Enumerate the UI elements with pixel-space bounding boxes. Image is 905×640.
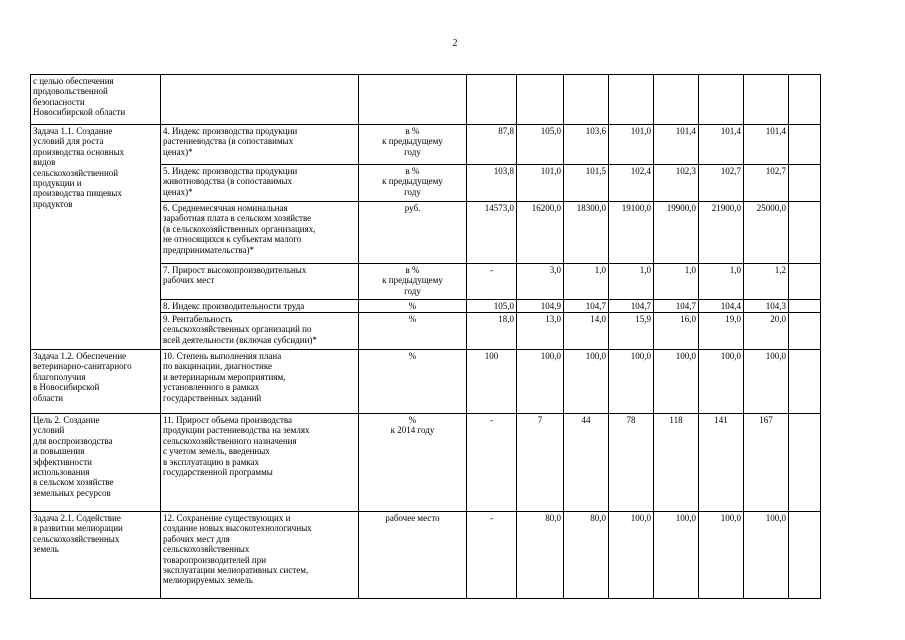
value-cell: 100,0 — [654, 512, 699, 599]
extra-cell — [789, 125, 821, 165]
value-cell: 1,2 — [744, 264, 789, 300]
value-cell: 1,0 — [564, 264, 609, 300]
value-cell — [744, 75, 789, 125]
table-row — [31, 350, 821, 414]
extra-cell — [789, 313, 821, 350]
unit-cell: % к 2014 году — [359, 414, 467, 512]
goal-cell: Цель 2. Создание условий для воспроизводства и повышения эффективности использования в сельском хозяйстве земельных ресурсов — [31, 414, 161, 512]
indicator-cell: 5. Индекс производства продукции животноводства (в сопоставимых ценах)* — [161, 165, 359, 202]
value-cell: 102,7 — [699, 165, 744, 202]
value-cell: 44 — [564, 414, 609, 512]
unit-cell: % — [359, 313, 467, 350]
extra-cell — [789, 165, 821, 202]
indicator-cell: 9. Рентабельность сельскохозяйственных организаций по всей деятельности (включая субсидии)* — [161, 313, 359, 350]
value-cell: 25000,0 — [744, 202, 789, 264]
value-cell: 87,8 — [467, 125, 517, 165]
value-cell: 3,0 — [517, 264, 564, 300]
value-cell: 19100,0 — [609, 202, 654, 264]
unit-cell: в % к предыдущему году — [359, 165, 467, 202]
value-cell: 104,4 — [699, 300, 744, 313]
value-cell: 104,7 — [609, 300, 654, 313]
extra-cell — [789, 264, 821, 300]
value-cell — [654, 75, 699, 125]
unit-cell: в % к предыдущему году — [359, 264, 467, 300]
value-cell: 100,0 — [609, 350, 654, 414]
value-cell: - — [467, 512, 517, 599]
value-cell: 103,8 — [467, 165, 517, 202]
indicator-cell: 10. Степень выполнения плана по вакцинации, диагностике и ветеринарным мероприятиям, установленного в рамках государственных заданий — [161, 350, 359, 414]
indicator-cell: 12. Сохранение существующих и создание новых высокотехнологичных рабочих мест для сельскохозяйственных товаропроизводителей при эксплуатации мелиоративных систем, мелиорируемых земель — [161, 512, 359, 599]
value-cell: 105,0 — [517, 125, 564, 165]
value-cell: 16,0 — [654, 313, 699, 350]
extra-cell — [789, 202, 821, 264]
value-cell: 101,4 — [744, 125, 789, 165]
value-cell: 80,0 — [564, 512, 609, 599]
value-cell: 104,7 — [654, 300, 699, 313]
value-cell: 101,0 — [517, 165, 564, 202]
unit-cell: руб. — [359, 202, 467, 264]
value-cell: 104,7 — [564, 300, 609, 313]
indicator-cell: 11. Прирост объема производства продукции растениеводства на землях сельскохозяйственного назначения с учетом земель, введенных в эксплуатацию в рамках государственной программы — [161, 414, 359, 512]
goal-cell: Задача 2.1. Содействие в развитии мелиорации сельскохозяйственных земель — [31, 512, 161, 599]
table-row — [31, 75, 821, 125]
value-cell: 100,0 — [564, 350, 609, 414]
value-cell: 18300,0 — [564, 202, 609, 264]
value-cell: 1,0 — [609, 264, 654, 300]
indicator-cell — [161, 75, 359, 125]
indicators-table — [30, 74, 821, 599]
value-cell — [564, 75, 609, 125]
value-cell: 16200,0 — [517, 202, 564, 264]
value-cell: 100 — [467, 350, 517, 414]
table-row — [31, 414, 821, 512]
value-cell: 104,3 — [744, 300, 789, 313]
indicator-cell: 4. Индекс производства продукции растениеводства (в сопоставимых ценах)* — [161, 125, 359, 165]
value-cell: 102,4 — [609, 165, 654, 202]
value-cell: 7 — [517, 414, 564, 512]
value-cell: 100,0 — [654, 350, 699, 414]
extra-cell — [789, 75, 821, 125]
value-cell: 118 — [654, 414, 699, 512]
unit-cell: % — [359, 300, 467, 313]
value-cell: 78 — [609, 414, 654, 512]
unit-cell: % — [359, 350, 467, 414]
value-cell: 19900,0 — [654, 202, 699, 264]
value-cell: 14,0 — [564, 313, 609, 350]
value-cell: 101,5 — [564, 165, 609, 202]
value-cell: 100,0 — [609, 512, 654, 599]
unit-cell — [359, 75, 467, 125]
value-cell: 18,0 — [467, 313, 517, 350]
extra-cell — [789, 414, 821, 512]
table-row — [31, 125, 821, 165]
value-cell: 167 — [744, 414, 789, 512]
value-cell: 103,6 — [564, 125, 609, 165]
value-cell — [609, 75, 654, 125]
value-cell: 15,9 — [609, 313, 654, 350]
value-cell: 100,0 — [517, 350, 564, 414]
value-cell: 21900,0 — [699, 202, 744, 264]
goal-cell: Задача 1.1. Создание условий для роста производства основных видов сельскохозяйственной продукции и производства пищевых продуктов — [31, 125, 161, 350]
value-cell: 100,0 — [744, 350, 789, 414]
value-cell: 101,4 — [699, 125, 744, 165]
indicator-cell: 7. Прирост высокопроизводительных рабочих мест — [161, 264, 359, 300]
value-cell: 102,3 — [654, 165, 699, 202]
unit-cell: рабочее место — [359, 512, 467, 599]
extra-cell — [789, 300, 821, 313]
value-cell: 19,0 — [699, 313, 744, 350]
page-number: 2 — [452, 38, 458, 49]
value-cell: 20,0 — [744, 313, 789, 350]
value-cell: 101,0 — [609, 125, 654, 165]
indicator-cell: 6. Среднемесячная номинальная заработная плата в сельском хозяйстве (в сельскохозяйственных организациях, не относящихся к субъектам малого предпринимательства)* — [161, 202, 359, 264]
value-cell: 100,0 — [744, 512, 789, 599]
value-cell: 101,4 — [654, 125, 699, 165]
value-cell — [467, 75, 517, 125]
value-cell — [517, 75, 564, 125]
value-cell: 141 — [699, 414, 744, 512]
value-cell: 102,7 — [744, 165, 789, 202]
value-cell: 1,0 — [654, 264, 699, 300]
value-cell — [699, 75, 744, 125]
extra-cell — [789, 350, 821, 414]
value-cell: 13,0 — [517, 313, 564, 350]
value-cell: 104,9 — [517, 300, 564, 313]
table-row — [31, 512, 821, 599]
value-cell: 1,0 — [699, 264, 744, 300]
value-cell: 14573,0 — [467, 202, 517, 264]
extra-cell — [789, 512, 821, 599]
value-cell: 80,0 — [517, 512, 564, 599]
indicator-cell: 8. Индекс производительности труда — [161, 300, 359, 313]
unit-cell: в % к предыдущему году — [359, 125, 467, 165]
goal-cell: Задача 1.2. Обеспечение ветеринарно-санитарного благополучия в Новосибирской области — [31, 350, 161, 414]
value-cell: - — [467, 414, 517, 512]
value-cell: - — [467, 264, 517, 300]
goal-cell: с целью обеспечения продовольственной безопасности Новосибирской области — [31, 75, 161, 125]
value-cell: 105,0 — [467, 300, 517, 313]
value-cell: 100,0 — [699, 350, 744, 414]
value-cell: 100,0 — [699, 512, 744, 599]
